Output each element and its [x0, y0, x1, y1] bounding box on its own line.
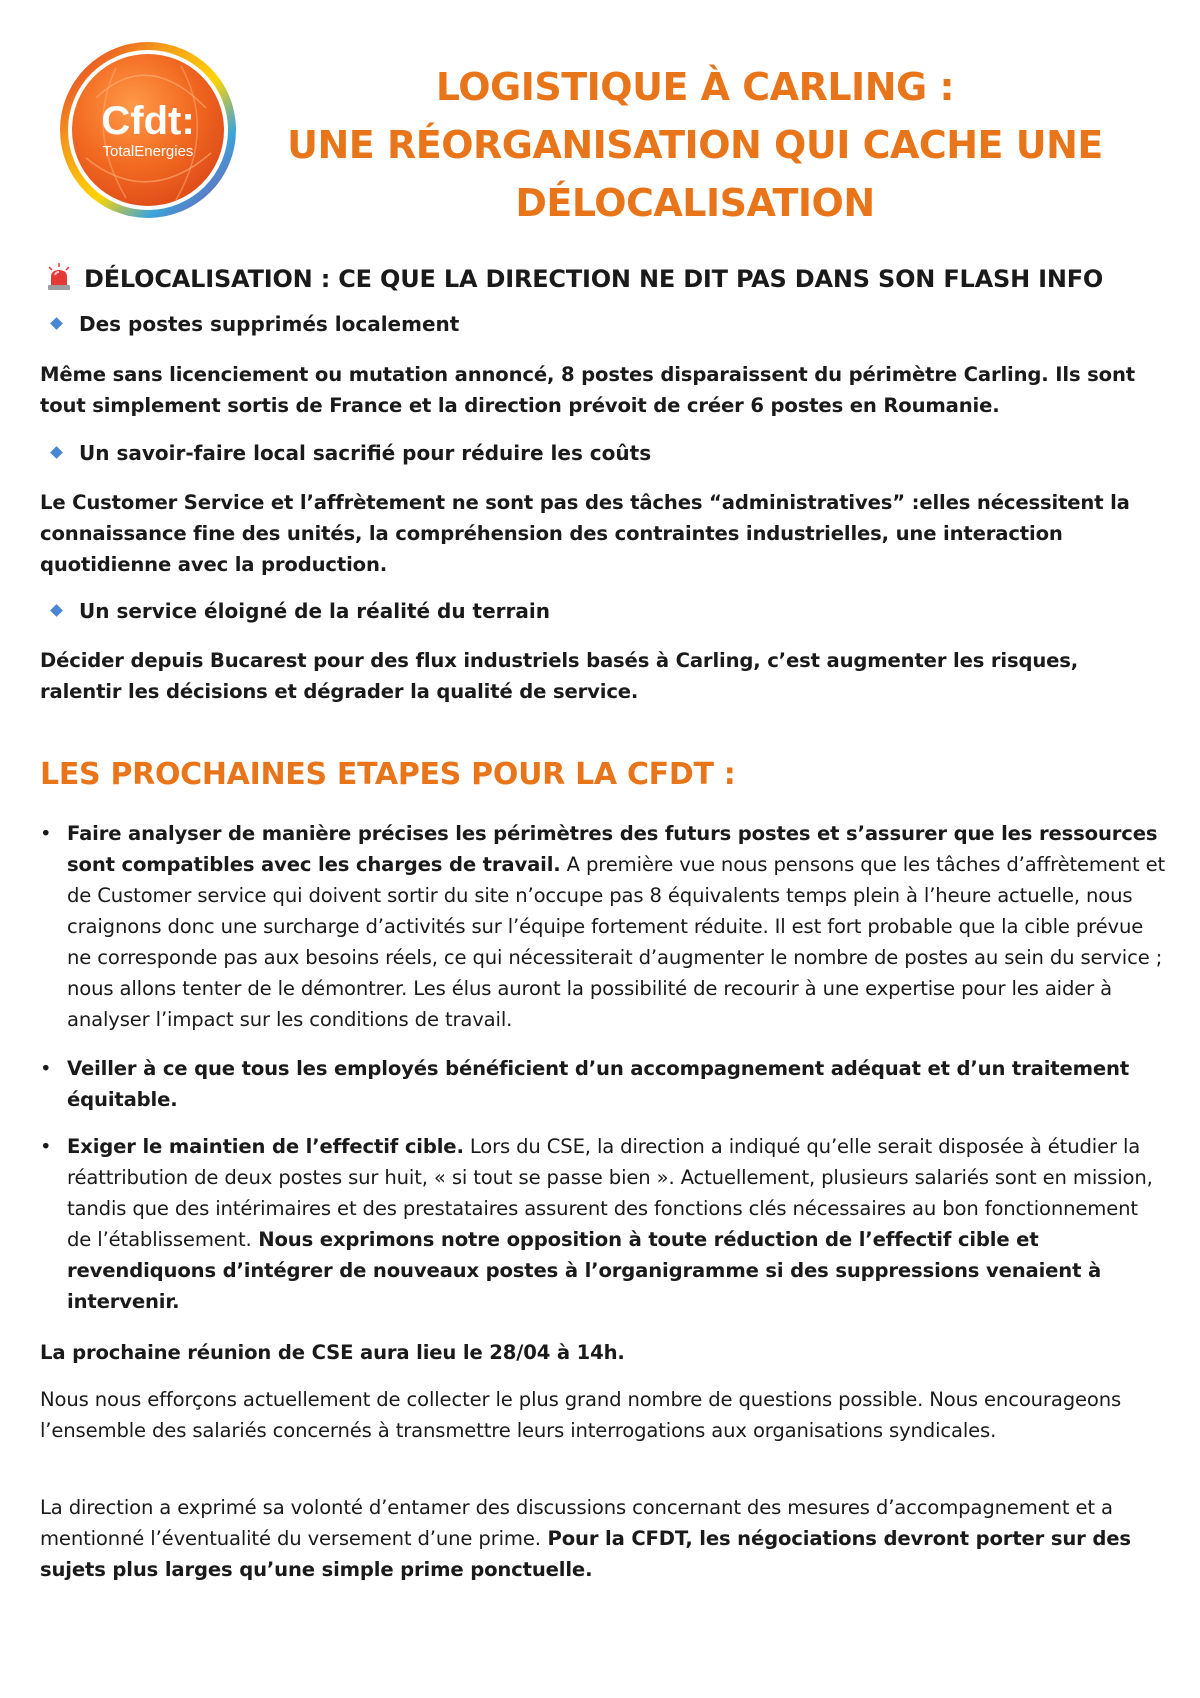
item-2-paragraph: Le Customer Service et l’affrètement ne sont pas des tâches “administratives” :elles nécessitent la connaissance fine des unités, la compréhension des contraintes industrielles, une interaction quotidienne avec la production. — [40, 491, 1130, 576]
siren-icon — [46, 263, 72, 291]
bullet-3-bold-2: Nous exprimons notre opposition à toute réduction de l’effectif cible et revendiquons d’intégrer de nouveaux postes à l’organigramme si des suppressions venaient à intervenir. — [67, 1228, 1102, 1313]
bullet-dot: • — [40, 1135, 52, 1158]
bullet-3-text: Lors du CSE, la direction a indiqué qu’elle serait disposée à étudier la réattribution de deux postes sur huit, « si tout se passe bien ». Actuellement, plusieurs salariés sont en mission, tandis que des intérimaires et des prestataires assurent des fonctions clés nécessaires au bon fonctionnement de l’établissement. — [67, 1135, 1153, 1251]
title-line-3: DÉLOCALISATION — [515, 181, 875, 225]
title-line-1: LOGISTIQUE À CARLING : — [435, 65, 955, 109]
logo-sub-text: TotalEnergies — [102, 143, 194, 160]
closing-paragraph-1: Nous nous efforçons actuellement de collecter le plus grand nombre de questions possible. Nous encourageons l’ensemble des salariés concernés à transmettre leurs interrogations aux organisations syndicales. — [40, 1388, 1122, 1442]
section-heading-next-steps: LES PROCHAINES ETAPES POUR LA CFDT : — [40, 757, 736, 792]
bullet-item-3 — [40, 1131, 1168, 1317]
next-meeting-line: La prochaine réunion de CSE aura lieu le 28/04 à 14h. — [40, 1341, 625, 1364]
blue-diamond-icon — [50, 446, 63, 459]
title-line-2: UNE RÉORGANISATION QUI CACHE UNE — [287, 123, 1103, 167]
subheading-text: Un savoir-faire local sacrifié pour réduire les coûts — [79, 441, 652, 465]
closing-paragraph-2 — [40, 1492, 1165, 1585]
item-3-paragraph: Décider depuis Bucarest pour des flux industriels basés à Carling, c’est augmenter les risques, ralentir les décisions et dégrader la qualité de service. — [40, 649, 1079, 703]
subheading-item-1 — [48, 312, 459, 336]
item-1-paragraph: Même sans licenciement ou mutation annoncé, 8 postes disparaissent du périmètre Carling. Ils sont tout simplement sortis de France et la direction prévoit de créer 6 postes en Roumanie. — [40, 363, 1135, 417]
closing-paragraph-2-bold: Pour la CFDT, les négociations devront porter sur des sujets plus larges qu’une simple prime ponctuelle. — [40, 1527, 1131, 1581]
cfdt-logo — [56, 38, 240, 222]
subheading-text: Des postes supprimés localement — [79, 312, 460, 336]
bullet-dot: • — [40, 822, 52, 845]
section-heading-delocalisation — [46, 263, 1146, 293]
bullet-3-bold: Exiger le maintien de l’effectif cible. — [67, 1135, 464, 1158]
logo-emblem-icon — [56, 38, 240, 222]
bullet-1-bold: Faire analyser de manière précises les périmètres des futurs postes et s’assurer que les ressources sont compatibles avec les charges de travail. — [67, 822, 1158, 876]
blue-diamond-icon — [50, 317, 63, 330]
subheading-item-2 — [48, 441, 651, 465]
blue-diamond-icon — [50, 604, 63, 617]
subheading-text: Un service éloigné de la réalité du terrain — [79, 599, 550, 623]
closing-paragraph-2-text: La direction a exprimé sa volonté d’entamer des discussions concernant des mesures d’accompagnement et a mentionné l’éventualité du versement d’une prime. — [40, 1496, 1113, 1550]
section-heading-text: DÉLOCALISATION : CE QUE LA DIRECTION NE DIT PAS DANS SON FLASH INFO — [84, 265, 1104, 293]
bullet-2-bold: Veiller à ce que tous les employés bénéficient d’un accompagnement adéquat et d’un traitement équitable. — [67, 1057, 1130, 1111]
logo-brand-text: Cfdt: — [101, 99, 195, 143]
bullet-dot: • — [40, 1057, 52, 1080]
bullet-item-2 — [40, 1053, 1168, 1115]
bullet-item-1 — [40, 818, 1168, 1035]
bullet-1-text: A première vue nous pensons que les tâches d’affrètement et de Customer service qui doivent sortir du site n’occupe pas 8 équivalents temps plein à l’heure actuelle, nous craignons donc une surcharge d’activités sur l’équipe fortement réduite. Il est fort probable que la cible prévue ne corresponde pas aux besoins réels, ce qui nécessiterait d’augmenter le nombre de postes au sein du service ; nous allons tenter de le démontrer. Les élus auront la possibilité de recourir à une expertise pour les aider à analyser l’impact sur les conditions de travail. — [67, 853, 1166, 1031]
document-title — [270, 58, 1120, 232]
subheading-item-3 — [48, 599, 550, 623]
